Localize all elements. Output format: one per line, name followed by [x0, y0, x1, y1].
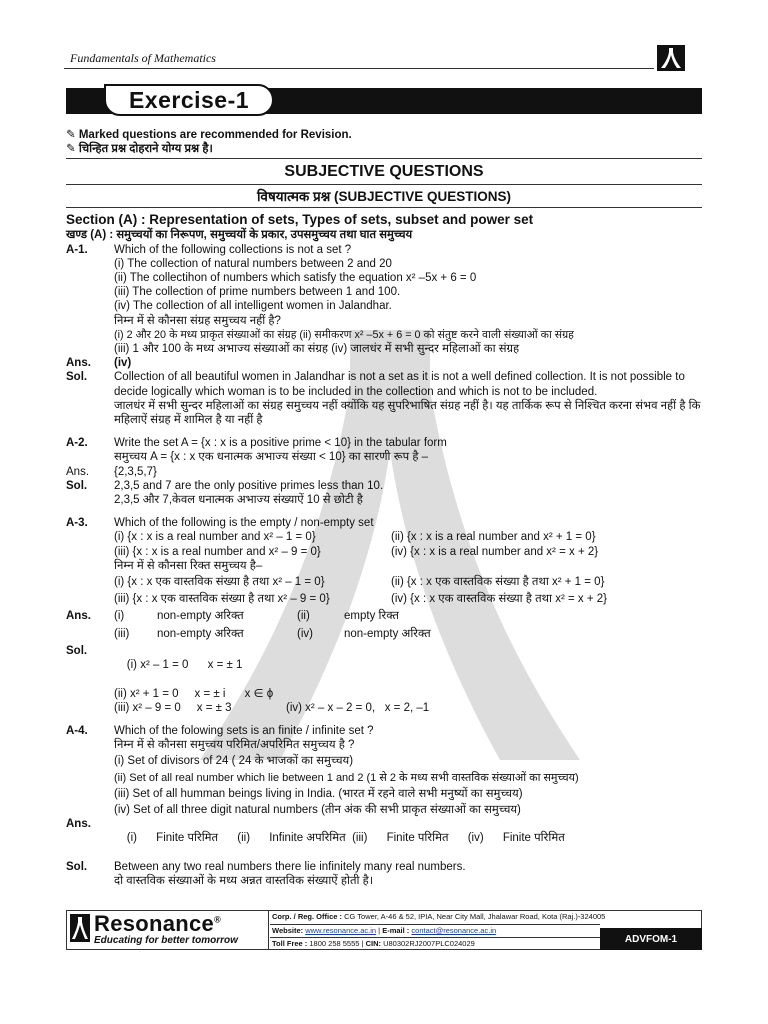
website-link[interactable]: www.resonance.ac.in	[305, 926, 377, 935]
q3-answer-row: (iii) non-empty अरिक्त (iv) non-empty अरिक्त	[114, 627, 431, 640]
q3-solution: Sol. (i) x² – 1 = 0 x = ± 1	[66, 644, 243, 672]
q4-solution: Sol. Between any two real numbers there lie infinitely many real numbers.	[66, 860, 466, 873]
subjective-subheading: विषयात्मक प्रश्न (SUBJECTIVE QUESTIONS)	[256, 189, 512, 205]
footer-line	[270, 937, 600, 938]
q2-answer: Ans. {2,3,5,7}	[66, 465, 157, 478]
email-link[interactable]: contact@resonance.ac.in	[411, 926, 497, 935]
footer-line	[270, 924, 600, 925]
q3-solution-line: (iii) x² – 9 = 0 x = ± 3 (iv) x² – x – 2 = 0, x = 2, –1	[114, 701, 430, 714]
q2-solution-hi: 2,3,5 और 7,केवल धनात्मक अभाज्य संख्याऐं 10 से छोटी है	[114, 494, 363, 507]
q1-solution-hi: जालधंर में सभी सुन्दर महिलाओं का संग्रह समुच्चय नहीं क्योंकि यह सुपरिभाषित संग्रह नहीं है। यह तार्किक रूप से निश्चित करना संभव नहीं है कि महिलाऐं संग्रह में शामिल है या नहीं है	[114, 399, 701, 427]
q4-option: (ii) Set of all real number which lie between 1 and 2 (1 से 2 के मध्य सभी वास्तविक संख्याओं का समुच्चय)	[114, 771, 579, 784]
footer-divider	[268, 910, 269, 950]
q1-answer: Ans. (iv)	[66, 357, 132, 370]
q4-hindi-question: निम्न में से कौनसा समुच्चय परिमित/अपरिमित समुच्चय है ?	[114, 739, 355, 752]
header-rule	[64, 68, 654, 69]
q1-option: (ii) The collectihon of numbers which satisfy the equation x² –5x + 6 = 0	[114, 272, 477, 285]
divider	[66, 184, 702, 185]
q2-solution: Sol. 2,3,5 and 7 are the only positive primes less than 10.	[66, 479, 384, 492]
footer-office: Corp. / Reg. Office : CG Tower, A-46 & 52, IPIA, Near City Mall, Jhalawar Road, Kota (Raj.)-324005	[272, 912, 606, 921]
q3-option-row: (iii) {x : x is a real number and x² – 9 = 0} (iv) {x : x is a real number and x² = x + 2}	[114, 545, 599, 558]
divider	[66, 158, 702, 159]
q3-hindi-row: (i) {x : x एक वास्तविक संख्या है तथा x² – 1 = 0} (ii) {x : x एक वास्तविक संख्या है तथा x² + 1 = 0}	[114, 576, 605, 589]
footer-contact: Website: www.resonance.ac.in | E-mail : contact@resonance.ac.in	[272, 926, 497, 935]
q4-option: (i) Set of divisors of 24 ( 24 के भाजकों का समुच्चय)	[114, 755, 354, 768]
header-title: Fundamentals of Mathematics	[70, 51, 216, 65]
q2-hindi: समुच्चय A = {x : x एक धनात्मक अभाज्य संख्या < 10} का सारणी रूप है –	[114, 451, 429, 464]
question-a3: A-3. Which of the following is the empty / non-empty set	[66, 517, 374, 530]
brand-tagline: Educating for better tomorrow	[94, 935, 238, 946]
q4-answer: Ans. (i) Finite परिमित (ii) Infinite अपरिमित (iii) Finite परिमित (iv) Finite परिमित	[66, 818, 565, 845]
q3-solution-line: (ii) x² + 1 = 0 x = ± i x ∈ ϕ	[114, 687, 274, 700]
q1-option: (iv) The collection of all intelligent women in Jalandhar.	[114, 300, 392, 313]
resonance-logo-icon	[657, 45, 685, 71]
q1-option: (i) The collection of natural numbers between 2 and 20	[114, 257, 392, 270]
divider	[66, 207, 702, 208]
q4-solution-hi: दो वास्तविक संख्याओं के मध्य अन्नत वास्तविक संख्याऐं होती है।	[114, 874, 374, 887]
exercise-content	[66, 128, 702, 888]
q1-hindi-question: निम्न में से कौनसा संग्रह समुच्चय नहीं है?	[114, 314, 281, 327]
q4-option: (iv) Set of all three digit natural numbers (तीन अंक की सभी प्राकृत संख्याओं का समुच्चय)	[114, 803, 521, 816]
q3-answer-row: Ans. (i) non-empty अरिक्त (ii) empty रिक्त	[66, 610, 399, 623]
resonance-brand-icon	[70, 914, 90, 942]
exercise-title-tab	[104, 84, 274, 116]
q4-option: (iii) Set of all humman beings living in India. (भारत में रहने वाले सभी मनुष्यों का समुच्चय)	[114, 787, 523, 800]
q3-hindi-question: निम्न में से कौनसा रिक्त समुच्चय है–	[114, 559, 263, 572]
footer-tollfree: Toll Free : 1800 258 5555 | CIN: U80302RJ2007PLC024029	[272, 939, 475, 948]
q1-solution: Sol. Collection of all beautiful women in Jalandhar is not a set as it is not a well defined collection. It is not possible to decide logically which woman is to be included in the collection and which is not to be included.	[66, 371, 685, 398]
section-title-hi: खण्ड (A) : समुच्चयों का निरूपण, समुच्चयों के प्रकार, उपसमुच्चय तथा घात समुच्चय	[66, 229, 413, 242]
revision-note-hi: ✎ चिन्हित प्रश्न दोहराने योग्य प्रश्न है।	[66, 143, 213, 156]
q3-option-row: (i) {x : x is a real number and x² – 1 = 0} (ii) {x : x is a real number and x² + 1 = 0}	[114, 531, 596, 544]
brand-name: Resonance®	[94, 911, 222, 936]
exercise-title: Exercise-1	[128, 86, 250, 113]
q1-hindi-option: (iii) 1 और 100 के मध्य अभाज्य संख्याओं का संग्रह (iv) जालधंर में सभी सुन्दर महिलाओं का संग्रह	[114, 343, 520, 356]
subjective-heading: SUBJECTIVE QUESTIONS	[284, 163, 484, 181]
question-a1: A-1. Which of the following collections is not a set ?	[66, 243, 352, 256]
page-code: ADVFOM-1	[600, 928, 702, 950]
revision-note-en: ✎ Marked questions are recommended for Revision.	[66, 129, 352, 141]
q3-hindi-row: (iii) {x : x एक वास्तविक संख्या है तथा x² – 9 = 0} (iv) {x : x एक वास्तविक संख्या है तथा x² = x + 2}	[114, 593, 607, 606]
section-title-en: Section (A) : Representation of sets, Types of sets, subset and power set	[66, 212, 534, 228]
question-a2: A-2. Write the set A = {x : x is a positive prime < 10} in the tabular form	[66, 437, 447, 450]
q1-option: (iii) The collection of prime numbers between 1 and 100.	[114, 286, 401, 299]
question-a4: A-4. Which of the folowing sets is an finite / infinite set ?	[66, 724, 374, 737]
q1-hindi-option: (i) 2 और 20 के मध्य प्राकृत संख्याओं का संग्रह (ii) समीकरण x² –5x + 6 = 0 को संतुष्ट करने वाली संख्याओं का संग्रह	[114, 328, 574, 341]
